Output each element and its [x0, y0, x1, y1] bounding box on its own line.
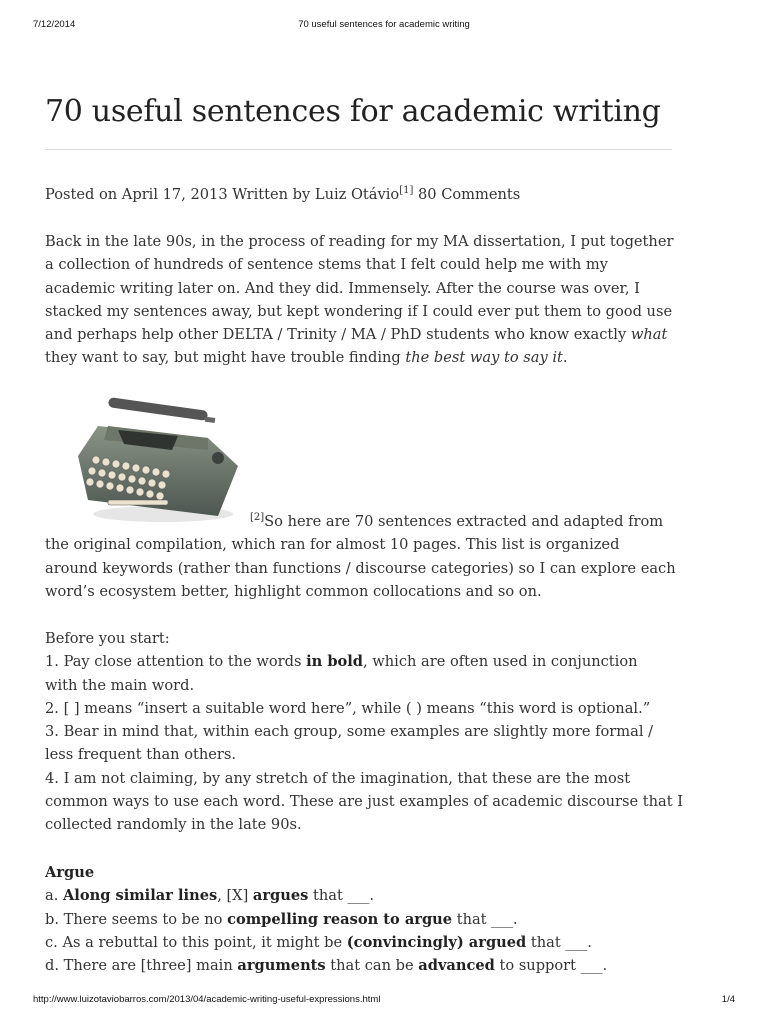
argue-item-d	[45, 954, 685, 977]
section-2-line: word’s ecosystem better, highlight common collocations and so on.	[45, 582, 542, 600]
intro-text: and perhaps help other DELTA / Trinity / MA / PhD students who know exactly	[45, 326, 631, 344]
intro-line	[45, 346, 685, 369]
before-item: with the main word.	[45, 676, 195, 694]
print-title: 70 useful sentences for academic writing	[298, 19, 470, 30]
argue-text: a.	[45, 887, 63, 905]
argue-heading: Argue	[45, 864, 95, 881]
before-item: 4. I am not claiming, by any stretch of the imagination, that these are the most	[45, 769, 631, 787]
page-title: 70 useful sentences for academic writing	[45, 94, 661, 129]
intro-text: .	[562, 349, 568, 367]
argue-item-a	[45, 884, 685, 907]
typewriter-image	[68, 396, 248, 526]
before-item: 3. Bear in mind that, within each group, some examples are slightly more formal /	[45, 723, 654, 741]
intro-text: they want to say, but might have trouble finding	[45, 349, 406, 367]
before-you-start	[45, 627, 685, 837]
intro-line: academic writing later on. And they did. Immensely. After the course was over, I	[45, 279, 640, 297]
argue-text: , [X]	[217, 887, 253, 905]
argue-text: that ___.	[526, 933, 592, 951]
argue-text: that can be	[325, 957, 419, 975]
intro-emphasis: what	[630, 326, 668, 344]
posted-by: Posted on April 17, 2013 Written by Luiz Otávio	[45, 186, 400, 203]
argue-bold: Along similar lines	[62, 887, 218, 905]
section-2-line: the original compilation, which ran for almost 10 pages. This list is organized	[45, 536, 620, 554]
print-date: 7/12/2014	[33, 19, 76, 30]
before-bold: in bold	[306, 653, 363, 671]
intro-line: Back in the late 90s, in the process of reading for my MA dissertation, I put together	[45, 233, 674, 250]
before-item: 2. [ ] means “insert a suitable word here”, while ( ) means “this word is optional.”	[45, 699, 651, 717]
argue-text: c. As a rebuttal to this point, it might be	[45, 933, 347, 951]
section-2-line	[45, 510, 685, 533]
argue-text: b. There seems to be no	[45, 910, 228, 928]
print-header	[33, 19, 735, 31]
before-text: 1. Pay close attention to the words	[45, 653, 307, 671]
before-heading: Before you start:	[45, 630, 170, 647]
argue-text: to support ___.	[494, 957, 608, 975]
intro-emphasis: the best way to say it	[405, 349, 563, 367]
title-divider	[45, 149, 672, 150]
before-item	[45, 650, 685, 673]
intro-line: a collection of hundreds of sentence stems that I felt could help me with my	[45, 256, 608, 274]
section-2-text: So here are 70 sentences extracted and adapted from	[264, 513, 664, 530]
comments-link[interactable]: 80 Comments	[413, 186, 521, 203]
argue-bold: arguments	[237, 957, 326, 975]
ref-1-link[interactable]: [1]	[399, 185, 414, 197]
page-url-link[interactable]: http://www.luizotaviobarros.com/2013/04/academic-writing-useful-expressions.html	[33, 994, 381, 1005]
section-2-line: around keywords (rather than functions / discourse categories) so I can explore each	[45, 559, 676, 577]
before-item: common ways to use each word. These are just examples of academic discourse that I	[45, 793, 684, 811]
before-text: , which are often used in conjunction	[363, 653, 638, 671]
before-item: less frequent than others.	[45, 746, 237, 764]
intro-line	[45, 323, 685, 346]
argue-item-c	[45, 931, 685, 954]
post-meta	[45, 183, 685, 206]
intro-line: stacked my sentences away, but kept wondering if I could ever put them to good use	[45, 302, 673, 320]
argue-bold: compelling reason to argue	[227, 910, 453, 928]
ref-2-link[interactable]: [2]	[250, 512, 265, 524]
page-number: 1/4	[721, 994, 735, 1005]
print-footer	[33, 994, 735, 1006]
argue-text: that ___.	[452, 910, 518, 928]
intro-paragraph	[45, 230, 685, 370]
section-2-paragraph	[45, 510, 685, 603]
argue-bold: (convincingly) argued	[346, 933, 527, 951]
argue-text: that ___.	[308, 887, 375, 905]
before-item: collected randomly in the late 90s.	[45, 816, 302, 834]
argue-bold: argues	[252, 887, 309, 905]
argue-text: d. There are [three] main	[45, 957, 238, 975]
argue-bold: advanced	[418, 957, 495, 975]
argue-item-b	[45, 908, 685, 931]
argue-section	[45, 861, 685, 977]
